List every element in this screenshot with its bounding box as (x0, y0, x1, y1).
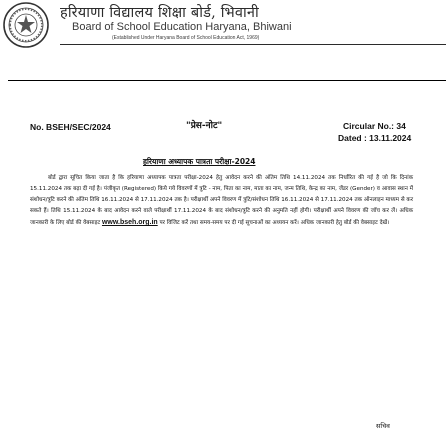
circular-date: Dated : 13.11.2024 (338, 133, 412, 143)
press-note-label: "प्रेस-नोट" (186, 121, 223, 131)
website-link[interactable]: www.bseh.org.in (101, 219, 158, 227)
circular-number: Circular No.: 34 (343, 121, 406, 131)
letterhead-divider (60, 44, 446, 45)
reference-number: No. BSEH/SEC/2024 (30, 122, 111, 132)
board-seal-icon (2, 1, 50, 49)
signature-designation: सचिव (376, 422, 390, 430)
letterhead-title-english: Board of School Education Haryana, Bhiwani (72, 21, 292, 33)
body-text-end: पर विजिट करें तथा समय-समय पर दी गई सूचनाओं का अध्ययन करें। अधिक जानकारी हेतु बोर्ड की वेबसाइट देखें। (159, 220, 390, 227)
letterhead-title-hindi: हरियाणा विद्यालय शिक्षा बोर्ड, भिवानी (60, 5, 259, 21)
body-text: बोर्ड द्वारा सूचित किया जाता है कि हरियाणा अध्यापक पात्रता परीक्षा-2024 हेतु आवेदन करने की अंतिम तिथि 14.11.2024 तक निर्धारित की गई है जो कि दिनांक 15.11.2024 तक बढ़ा दी गई है। पंजीकृत (Registered) किये गये विवरणों में त्रुटि - नाम, पिता का नाम, माता का नाम, जन्म तिथि, केन्द्र का नाम, जेंडर (Gender) व आवास स्थान में संशोधन/त्रुटि करने की अंतिम तिथि 16.11.2024 से 17.11.2024 तक है। परीक्षार्थी अपने विवरण में त्रुटि/संशोधन तिथि 16.11.2024 से 17.11.2024 तक ऑनलाइन माध्यम से कर सकते हैं। तिथि 15.11.2024 के बाद आवेदन करने वाले परीक्षार्थी 17.11.2024 के बाद संशोधन/त्रुटि करने की अनुमति नहीं होगी। परीक्षार्थी अपने विवरण की जाँच कर लें। अधिक जानकारी के लिए बोर्ड की वेबसाइट (30, 175, 413, 227)
page-divider (8, 80, 446, 81)
letterhead-established: (Established Under Haryana Board of School Education Act, 1969) (112, 35, 260, 41)
subject-heading: हरियाणा अध्यापक पात्रता परीक्षा-2024 (143, 157, 256, 166)
body-paragraph (30, 173, 413, 229)
